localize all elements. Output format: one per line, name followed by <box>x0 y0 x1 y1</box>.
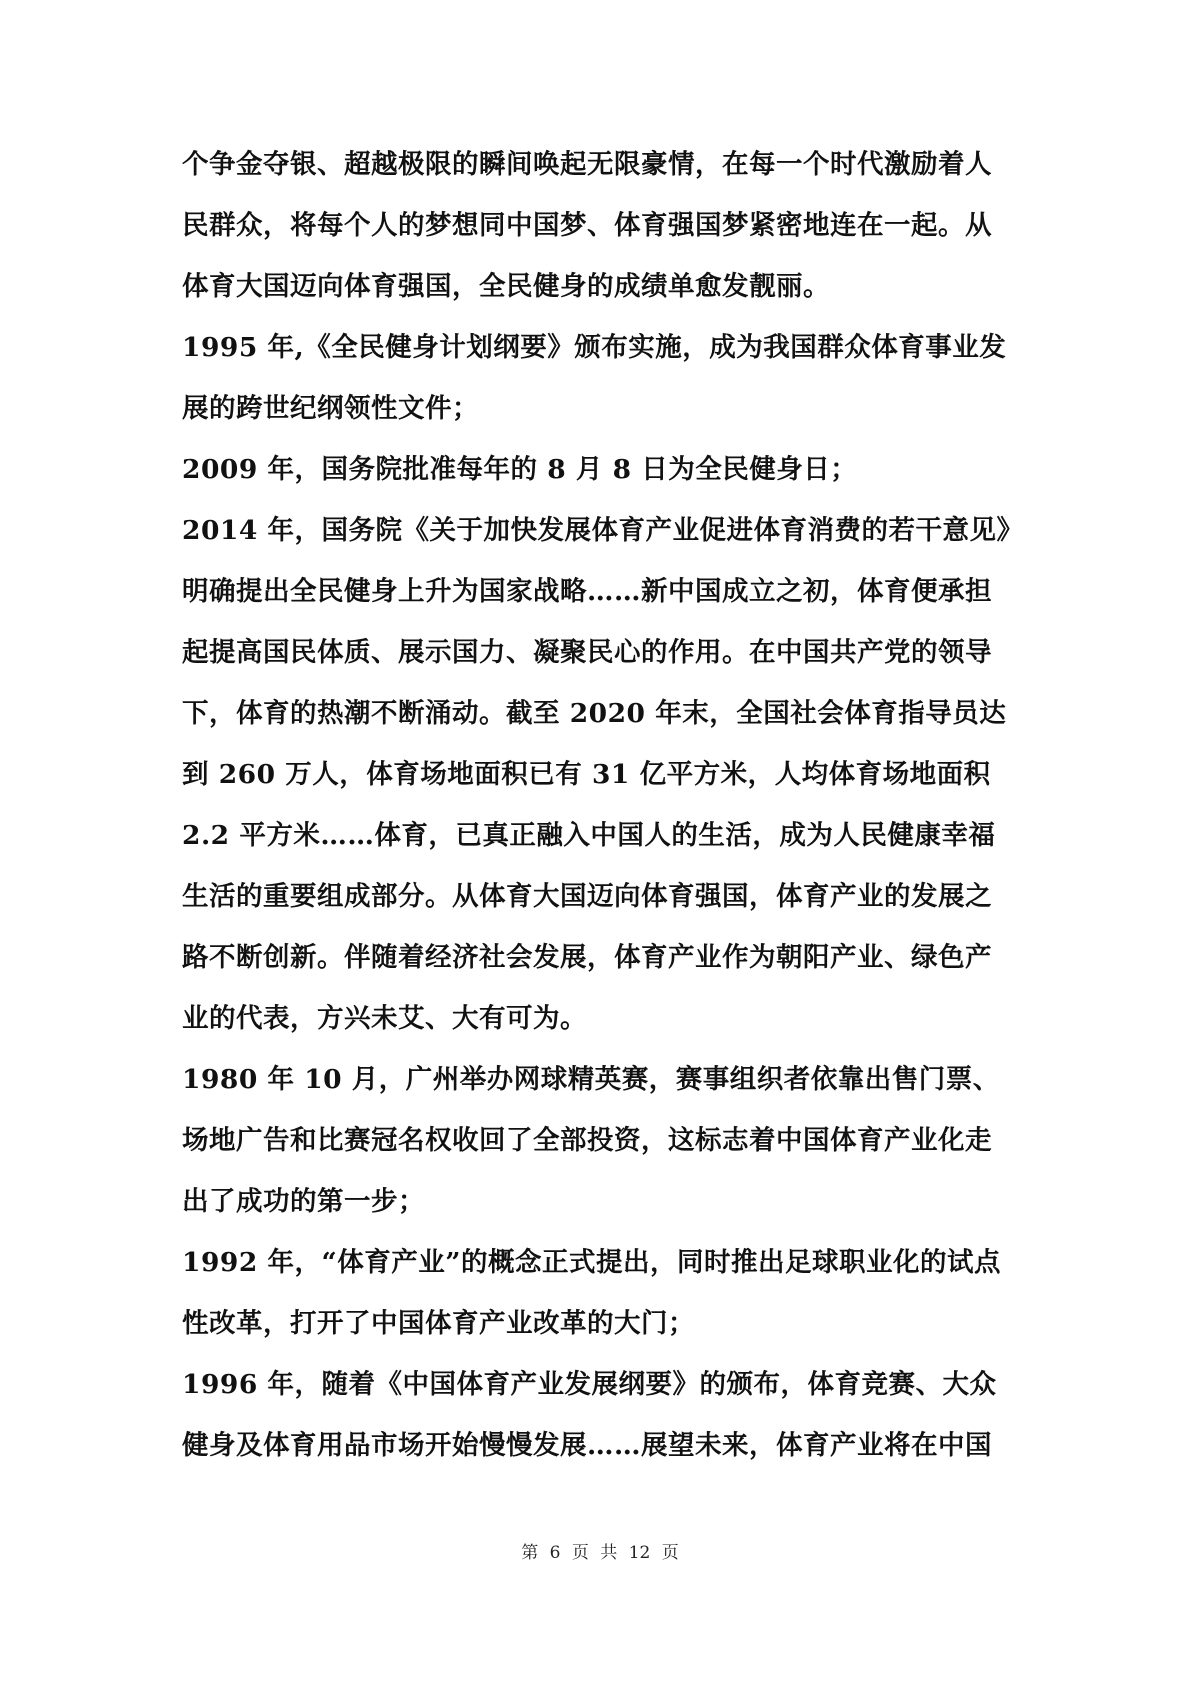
text-line: 健身及体育用品市场开始慢慢发展……展望未来，体育产业将在中国 <box>182 1430 992 1461</box>
page-footer <box>0 1538 1200 1563</box>
text-line: 出了成功的第一步； <box>182 1186 425 1217</box>
text-line: 2014 年，国务院《关于加快发展体育产业促进体育消费的若干意见》 <box>182 515 1024 546</box>
text-line: 体育大国迈向体育强国，全民健身的成绩单愈发靓丽。 <box>182 271 830 302</box>
footer-label-ye-end: 页 <box>661 1543 679 1563</box>
text-line: 性改革，打开了中国体育产业改革的大门； <box>182 1308 695 1339</box>
text-line: 起提高国民体质、展示国力、凝聚民心的作用。在中国共产党的领导 <box>182 637 992 668</box>
footer-label-total: 共 <box>600 1543 618 1563</box>
total-page-count: 12 <box>628 1543 651 1563</box>
text-line: 1996 年，随着《中国体育产业发展纲要》的颁布，体育竞赛、大众 <box>182 1369 997 1400</box>
text-line: 2009 年，国务院批准每年的 8 月 8 日为全民健身日； <box>182 454 858 485</box>
text-line: 路不断创新。伴随着经济社会发展，体育产业作为朝阳产业、绿色产 <box>182 942 992 973</box>
text-line: 1995 年,《全民健身计划纲要》颁布实施，成为我国群众体育事业发 <box>182 332 1007 363</box>
text-line: 到 260 万人，体育场地面积已有 31 亿平方米，人均体育场地面积 <box>182 759 991 790</box>
text-line: 个争金夺银、超越极限的瞬间唤起无限豪情，在每一个时代激励着人 <box>182 149 992 180</box>
footer-label-ye: 页 <box>571 1543 589 1563</box>
text-line: 2.2 平方米……体育，已真正融入中国人的生活，成为人民健康幸福 <box>182 820 996 851</box>
text-line: 民群众，将每个人的梦想同中国梦、体育强国梦紧密地连在一起。从 <box>182 210 992 241</box>
text-line: 展的跨世纪纲领性文件； <box>182 393 479 424</box>
text-line: 生活的重要组成部分。从体育大国迈向体育强国，体育产业的发展之 <box>182 881 992 912</box>
text-line: 下，体育的热潮不断涌动。截至 2020 年末，全国社会体育指导员达 <box>182 698 1007 729</box>
text-line: 1980 年 10 月，广州举办网球精英赛，赛事组织者依靠出售门票、 <box>182 1064 1000 1095</box>
current-page-number: 6 <box>549 1543 561 1563</box>
text-line: 1992 年，“体育产业”的概念正式提出，同时推出足球职业化的试点 <box>182 1247 1001 1278</box>
text-line: 明确提出全民健身上升为国家战略……新中国成立之初，体育便承担 <box>182 576 992 607</box>
text-line: 业的代表，方兴未艾、大有可为。 <box>182 1003 587 1034</box>
text-line: 场地广告和比赛冠名权收回了全部投资，这标志着中国体育产业化走 <box>182 1125 992 1156</box>
footer-label-page: 第 <box>521 1543 539 1563</box>
